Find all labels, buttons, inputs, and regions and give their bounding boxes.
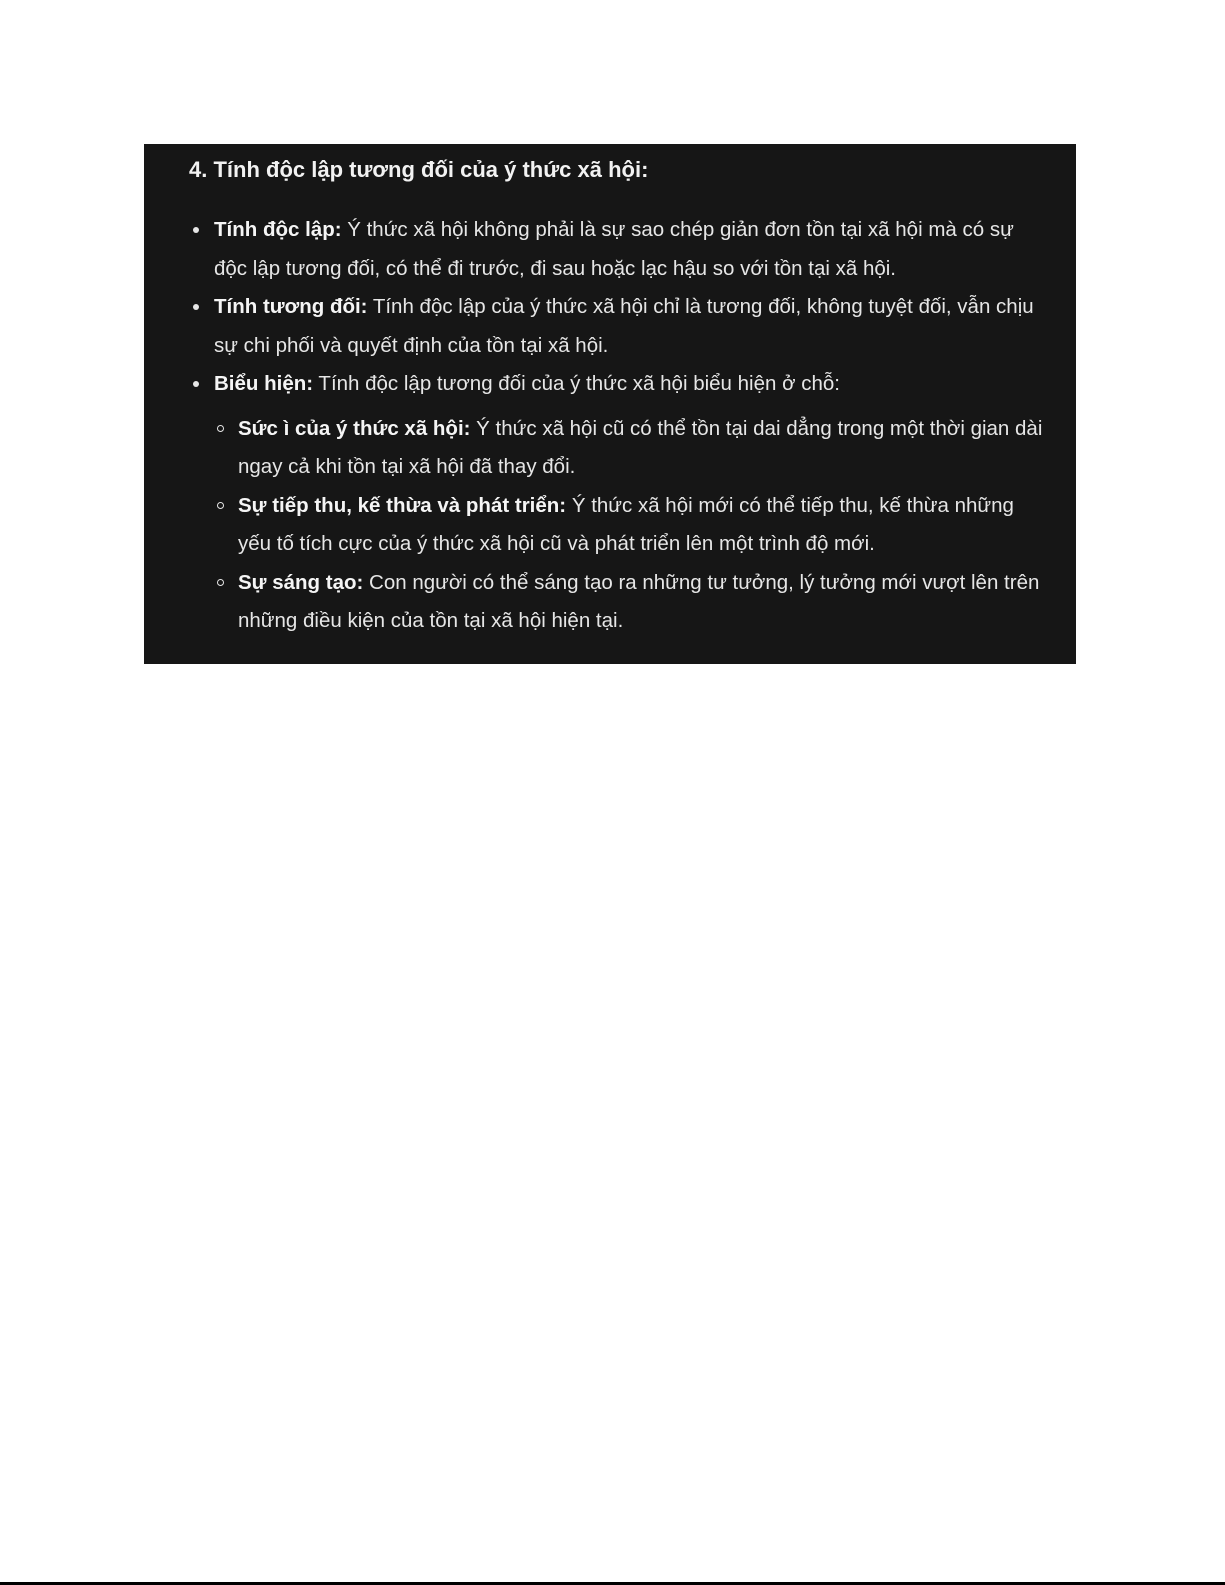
sub-item-inertia bbox=[214, 410, 1046, 487]
section-heading: 4. Tính độc lập tương đối của ý thức xã hội: bbox=[189, 157, 649, 182]
content-screenshot-panel bbox=[144, 144, 1076, 664]
sub-item-term: Sự sáng tạo: bbox=[238, 570, 364, 594]
sub-item-creativity bbox=[214, 564, 1046, 641]
list-item-text: Tính độc lập của ý thức xã hội chỉ là tương đối, không tuyệt đối, vẫn chịu sự chi phối và quyết định của tồn tại xã hội. bbox=[214, 295, 1034, 357]
sub-item-term: Sự tiếp thu, kế thừa và phát triển: bbox=[238, 493, 567, 517]
bullet-dot-icon bbox=[193, 381, 199, 387]
bullet-dot-icon bbox=[193, 304, 199, 310]
bullet-circle-icon bbox=[217, 425, 224, 432]
sub-item-text: Ý thức xã hội cũ có thể tồn tại dai dẳng trong một thời gian dài ngay cả khi tồn tại xã hội đã thay đổi. bbox=[238, 416, 1043, 478]
sub-bullet-list bbox=[214, 410, 1046, 641]
bullet-circle-icon bbox=[217, 579, 224, 586]
list-item-term: Tính tương đối: bbox=[214, 295, 368, 318]
list-item-text: Tính độc lập tương đối của ý thức xã hội biểu hiện ở chỗ: bbox=[313, 372, 840, 395]
list-item-text: Ý thức xã hội không phải là sự sao chép giản đơn tồn tại xã hội mà có sự độc lập tương đối, có thể đi trước, đi sau hoặc lạc hậu so với tồn tại xã hội. bbox=[214, 218, 1014, 280]
bullet-dot-icon bbox=[193, 227, 199, 233]
list-item-manifestation bbox=[189, 365, 1046, 641]
list-item-relativity bbox=[189, 288, 1046, 365]
list-item-term: Biểu hiện: bbox=[214, 372, 314, 395]
sub-item-inheritance bbox=[214, 487, 1046, 564]
sub-item-text: Ý thức xã hội mới có thể tiếp thu, kế thừa những yếu tố tích cực của ý thức xã hội cũ và phát triển lên một trình độ mới. bbox=[238, 493, 1014, 555]
list-item-independence bbox=[189, 211, 1046, 288]
sub-item-term: Sức ì của ý thức xã hội: bbox=[238, 416, 471, 440]
bullet-circle-icon bbox=[217, 502, 224, 509]
sub-item-text: Con người có thể sáng tạo ra những tư tưởng, lý tưởng mới vượt lên trên những điều kiện của tồn tại xã hội hiện tại. bbox=[238, 570, 1040, 632]
main-bullet-list bbox=[189, 211, 1046, 641]
list-item-term: Tính độc lập: bbox=[214, 218, 342, 241]
